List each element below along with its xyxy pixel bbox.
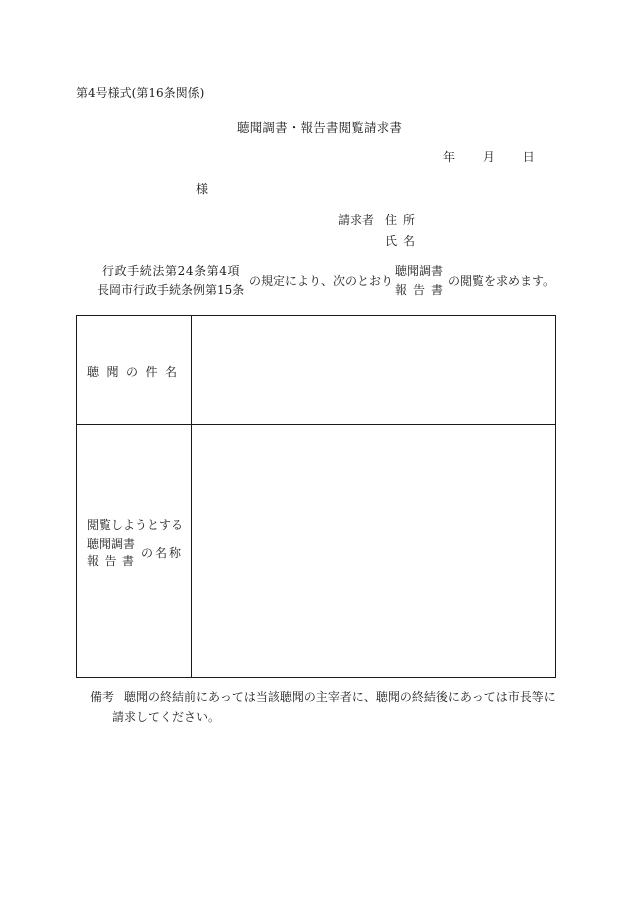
requester-label: 請求者 [338, 213, 375, 227]
note-text-line1: 聴聞の終結前にあっては当該聴聞の主宰者に、聴聞の終結後にあっては市長等に [124, 690, 556, 704]
date-day-label: 日 [522, 150, 535, 164]
date-row [443, 150, 535, 164]
requester-address-label: 住所 [385, 213, 422, 227]
request-form-table [76, 315, 556, 678]
document-name-label-kind2: 報告書 [87, 554, 140, 568]
statement-kind-option-2: 報告書 [395, 283, 450, 297]
date-year-label: 年 [443, 150, 456, 164]
document-name-label-kind1: 聴聞調書 [87, 537, 136, 551]
statement-law-option-2: 長岡市行政手続条例第15条 [97, 283, 245, 297]
statement-kind-option-1: 聴聞調書 [395, 264, 444, 278]
document-name-label-tail: の名称 [141, 546, 184, 560]
hearing-subject-label: 聴聞の件名 [87, 365, 185, 379]
statement-law-option-1: 行政手続法第24条第4項 [102, 264, 241, 278]
addressee-suffix: 様 [196, 182, 209, 196]
document-name-label-line1: 閲覧しようとする [87, 518, 184, 532]
date-month-label: 月 [482, 150, 495, 164]
document-name-field[interactable] [197, 430, 547, 670]
note-label: 備考 [90, 690, 115, 704]
document-title: 聴聞調書・報告書閲覧請求書 [237, 120, 403, 135]
table-row-divider [77, 424, 555, 425]
form-number: 第4号様式(第16条関係) [76, 86, 205, 100]
note-text-line2: 請求してください。 [112, 710, 221, 724]
hearing-subject-field[interactable] [197, 322, 547, 418]
table-column-divider [191, 316, 192, 677]
statement-ending: の閲覧を求めます。 [448, 274, 556, 288]
statement-middle: の規定により、次のとおり [249, 274, 394, 288]
requester-name-label: 氏名 [385, 234, 422, 248]
